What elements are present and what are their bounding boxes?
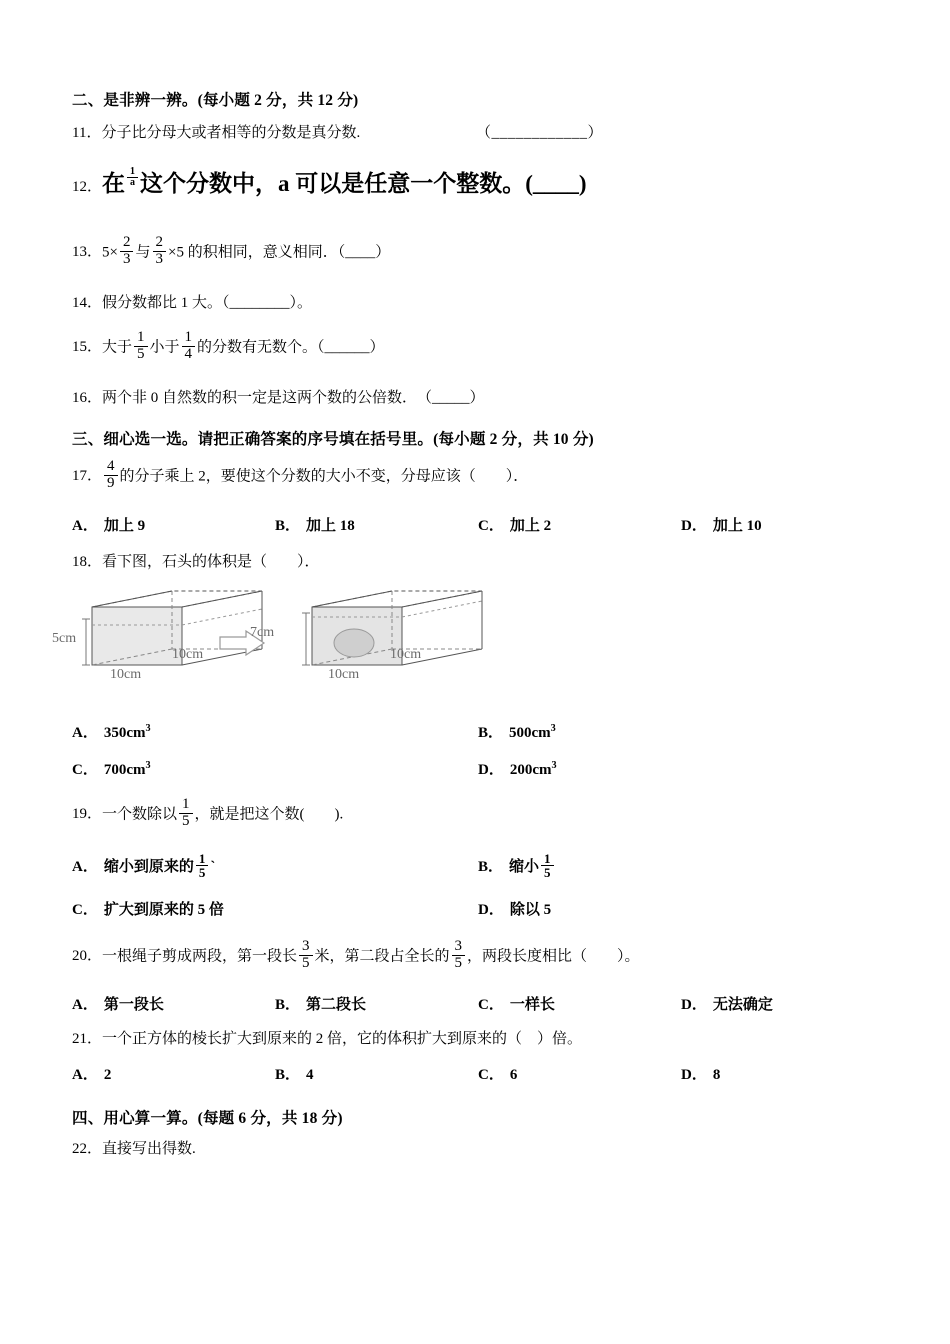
question-21 [72,1028,884,1051]
option-d[interactable]: D． 8 [681,1066,721,1083]
option-a[interactable]: A． 缩小到原来的 $\frac{1}{5}$ ` [72,850,216,881]
section-heading-multiple-choice: 三、细心选一选。请把正确答案的序号填在括号里。(每小题 2 分，共 10 分) [72,431,594,448]
option-b[interactable]: B． 缩小 $\frac{1}{5}$ [478,852,884,880]
options-question-19-row2 [72,898,884,919]
option-a[interactable]: A． 加上 9 [72,517,146,534]
question-text: 看下图，石头的体积是（ ）． [102,553,320,570]
option-c[interactable]: C． 加上 2 [478,517,552,534]
option-b[interactable]: B． $500cm^3$ [478,723,556,741]
option-a[interactable]: A． 2 [72,1066,112,1083]
question-text-post: 的分数有无数个。（______） [197,339,385,356]
question-number: 15． [72,339,103,356]
question-number: 18． [72,553,103,570]
question-text-post: ，就是把这个数( ). [194,806,344,823]
question-text-pre: 一根绳子剪成两段，第一段长 [102,948,298,965]
fraction-2-over-3-a: $\frac{2}{3}$ [120,235,134,268]
question-text-mid: 小于 [149,339,180,356]
label-width-left: 10cm [110,667,142,682]
fraction-3-over-5-a: $\frac{3}{5}$ [299,939,313,972]
option-c[interactable]: C． 6 [478,1066,518,1083]
question-22 [72,1138,884,1161]
question-text-pre: 5× [102,244,118,261]
question-14 [72,292,884,315]
option-b[interactable]: B． 加上 18 [275,517,355,534]
question-number: 17． [72,468,103,485]
question-number: 19． [72,806,103,823]
question-number: 16． [72,389,103,406]
fraction-1-over-5: $\frac{1}{5}$ [196,852,209,880]
question-20 [72,939,884,972]
label-height-left: 5cm [52,631,77,646]
option-d[interactable]: D． 加上 10 [681,517,762,534]
options-question-20 [72,993,884,1014]
options-question-21 [72,1063,884,1084]
question-text: 假分数都比 1 大。（________）。 [102,294,313,311]
option-d[interactable]: D． $200cm^3$ [478,760,557,778]
answer-parenthesis: （____________） [475,125,603,141]
option-c[interactable]: C． $700cm^3$ [72,760,151,778]
options-question-18-row2 [72,758,884,779]
question-text-pre: 一个数除以 [102,806,178,823]
option-d[interactable]: D． 无法确定 [681,997,773,1014]
fraction-1-over-4: $\frac{1}{4}$ [182,330,196,363]
label-depth-left: 10cm [172,647,204,662]
label-width-right: 10cm [328,667,360,682]
option-c[interactable]: C． 一样长 [478,997,555,1014]
question-text-post: 的分子乘上 2，要使这个分数的大小不变，分母应该（ ）． [119,468,529,485]
question-18 [72,551,884,574]
option-a[interactable]: A． 第一段长 [72,997,164,1014]
options-question-18-row1 [72,721,884,742]
fraction-4-over-9: $\frac{4}{9}$ [104,459,118,492]
question-number: 22． [72,1140,103,1157]
fraction-3-over-5-b: $\frac{3}{5}$ [452,939,466,972]
question-text-post: 这个分数中，a 可以是任意一个整数。(____) [140,170,587,196]
question-12 [72,167,884,202]
question-text-post: ，两段长度相比（ ）。 [467,948,640,965]
question-15 [72,330,884,363]
document-content [52,88,884,1176]
fraction-1-over-5: $\frac{1}{5}$ [541,852,554,880]
fraction-2-over-3-b: $\frac{2}{3}$ [153,235,167,268]
question-text-pre: 大于 [102,339,133,356]
question-text-mid: 米，第二段占全长的 [314,948,450,965]
option-a[interactable]: A． $350cm^3$ [72,723,151,741]
options-question-19-row1 [72,852,884,880]
question-text-pre: 在 [102,170,126,196]
label-height-right: 7cm [250,625,275,640]
section-heading-true-false: 二、是非辨一辨。(每小题 2 分，共 12 分) [72,92,359,109]
section-heading-compute: 四、用心算一算。(每题 6 分，共 18 分) [72,1109,343,1127]
question-19 [72,797,884,830]
question-number: 13． [72,244,103,261]
figure-stone-volume [52,579,884,707]
question-text: 两个非 0 自然数的积一定是这两个数的公倍数． （_____） [102,389,485,406]
option-b[interactable]: B． 4 [275,1066,314,1083]
options-question-17 [72,514,884,535]
question-text: 一个正方体的棱长扩大到原来的 2 倍，它的体积扩大到原来的（ ）倍。 [102,1031,583,1048]
question-13 [72,235,884,268]
question-text-post: ×5 的积相同，意义相同．（____） [168,244,391,261]
question-number: 11． [72,125,102,141]
question-text: 直接写出得数. [102,1140,196,1157]
question-16 [72,387,884,410]
question-text: 分子比分母大或者相等的分数是真分数. [101,125,361,141]
option-d[interactable]: D． 除以 5 [478,901,552,918]
label-depth-right: 10cm [390,647,422,662]
question-number: 21． [72,1031,103,1048]
stone-shape [334,629,374,657]
question-number: 14． [72,294,103,311]
fraction-1-over-5: $\frac{1}{5}$ [134,330,148,363]
question-text-mid: 与 [135,244,151,261]
question-11 [72,122,884,145]
fraction-1-over-a: $\frac{1}{a}$ [127,167,138,189]
option-b[interactable]: B． 第二段长 [275,997,367,1014]
question-number: 12． [72,178,103,195]
option-c[interactable]: C． 扩大到原来的 5 倍 [72,901,224,918]
question-17 [72,459,884,492]
fraction-1-over-5: $\frac{1}{5}$ [179,797,193,830]
question-number: 20． [72,948,103,965]
